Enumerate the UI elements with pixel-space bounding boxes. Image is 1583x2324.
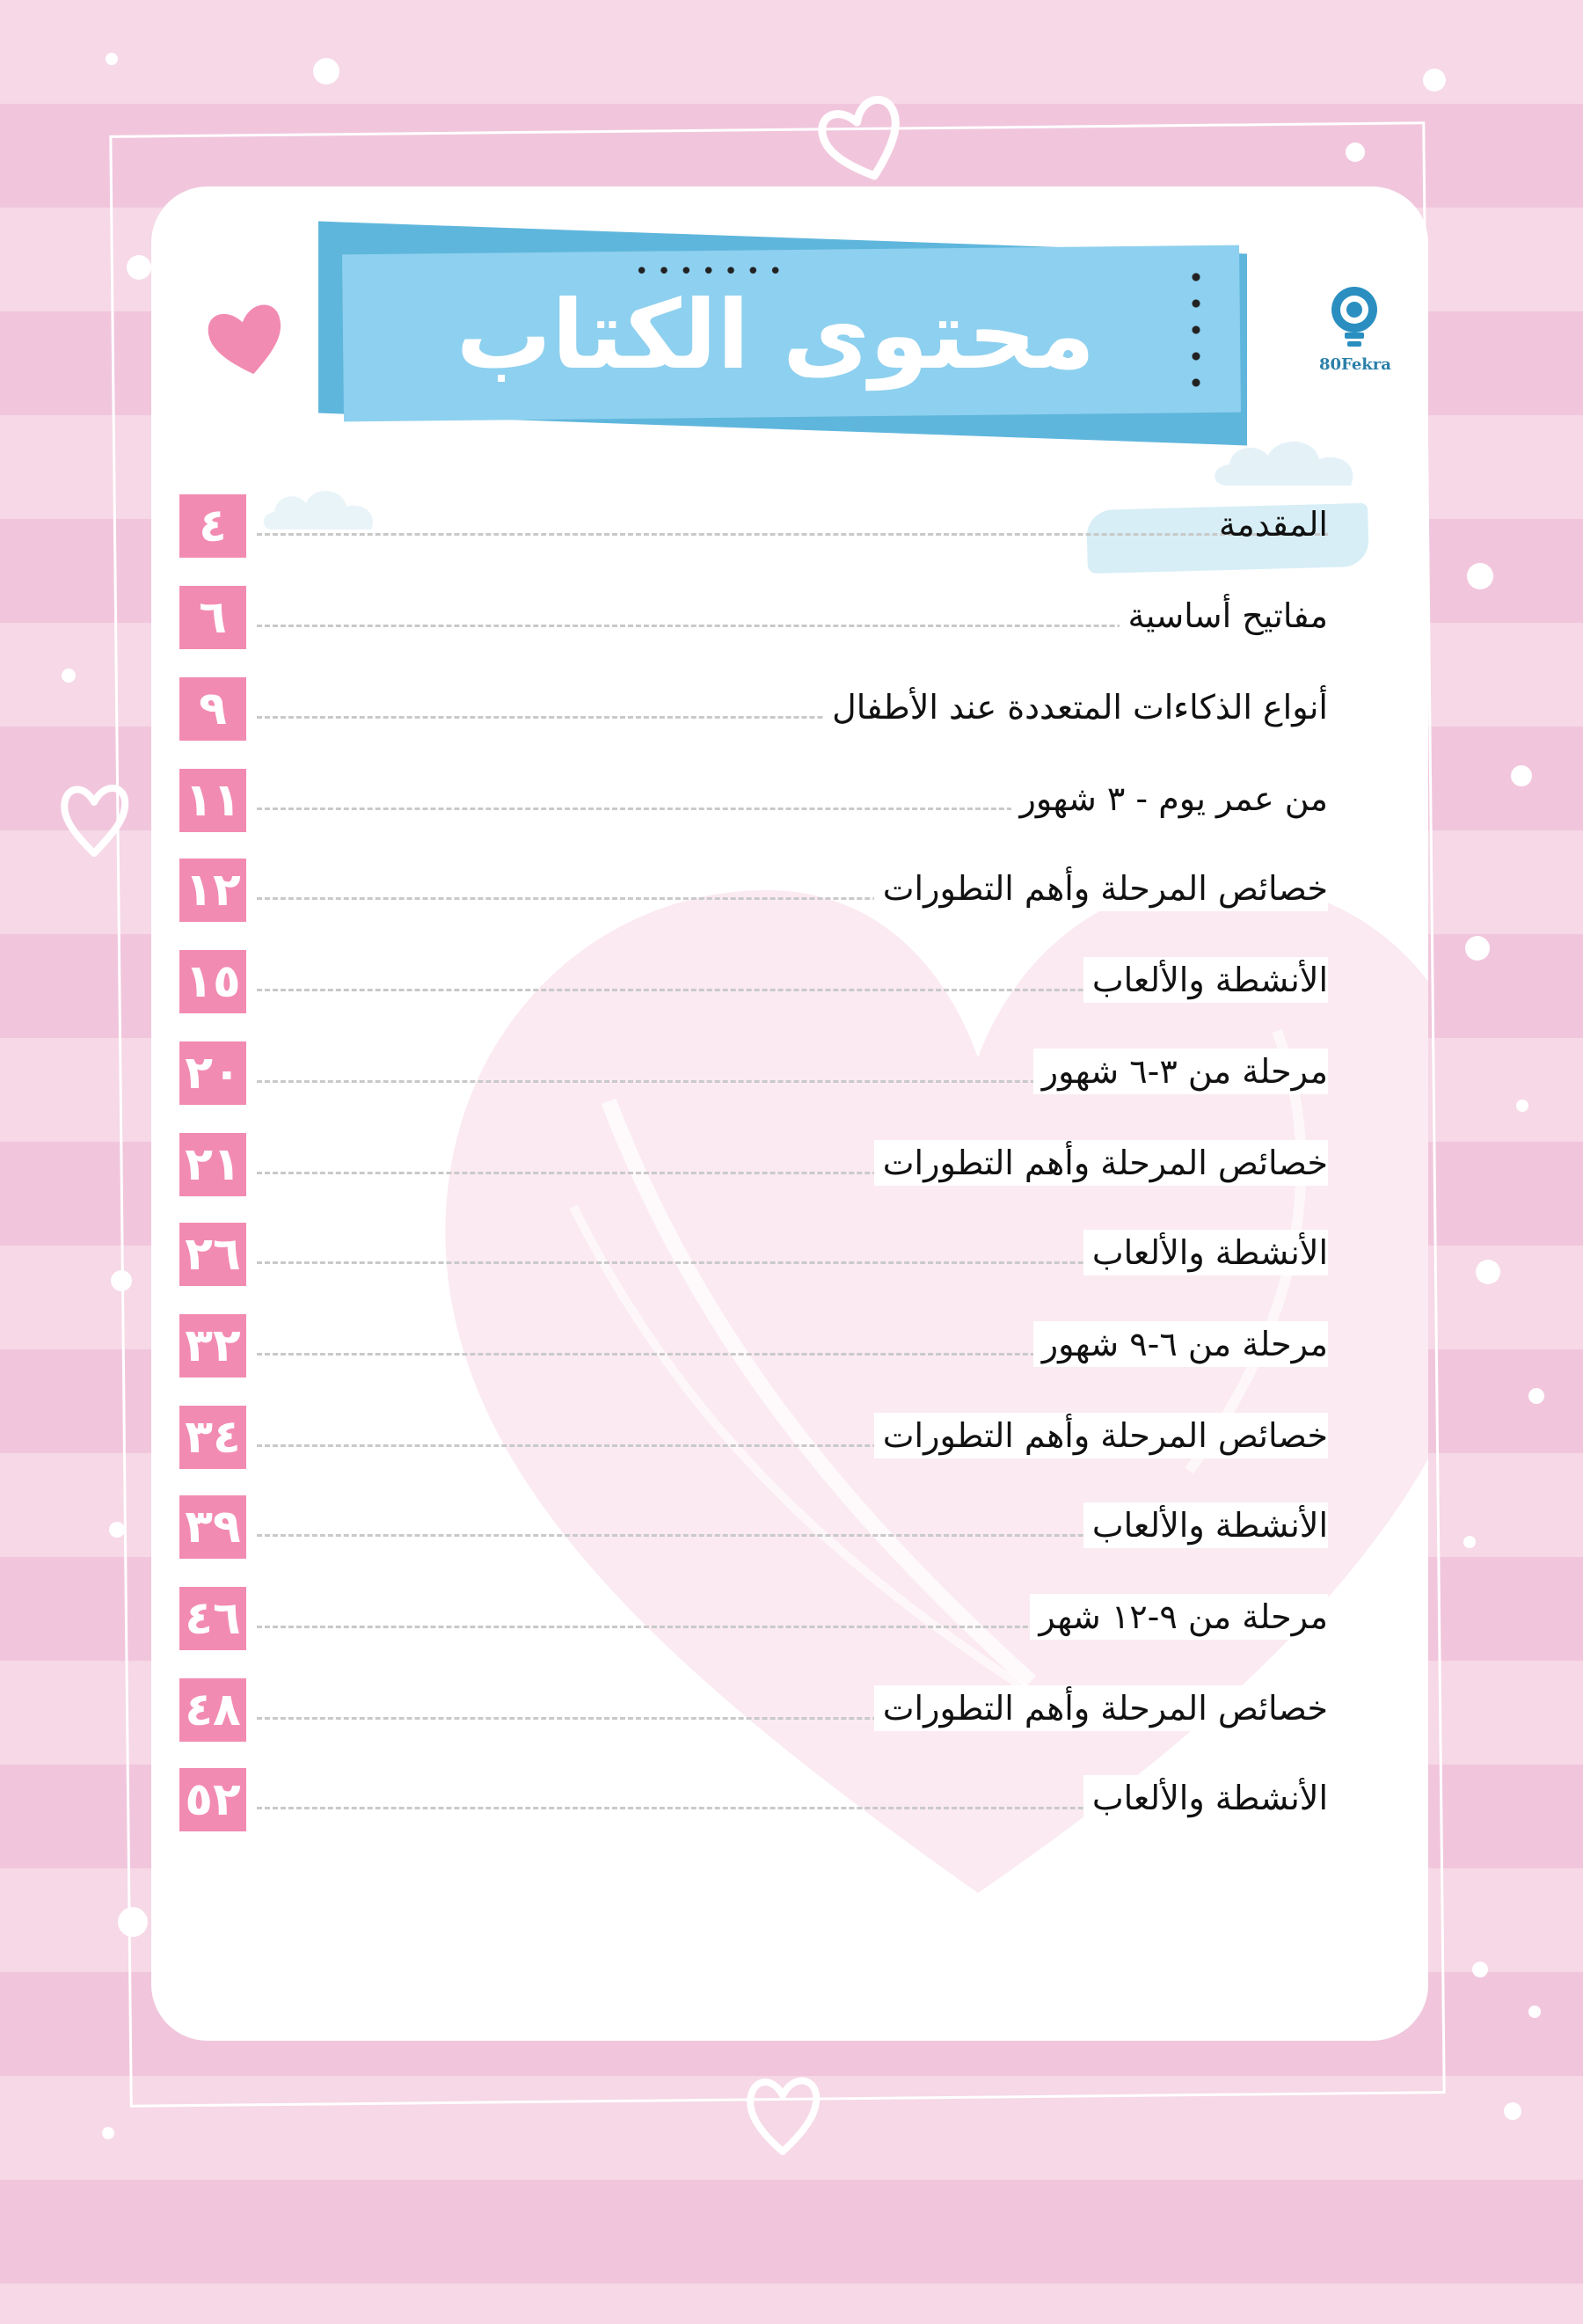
toc-entry-label: خصائص المرحلة وأهم التطورات [874,1413,1328,1458]
page-number-badge: ٩ [179,677,246,741]
toc-row[interactable] [179,1314,1328,1378]
toc-row[interactable] [179,494,1328,558]
page-number-badge: ٤٦ [179,1587,246,1650]
toc-entry-label: الأنشطة والألعاب [1083,1502,1328,1548]
page-number-badge: ١١ [179,769,246,832]
toc-row[interactable] [179,1768,1328,1831]
toc-entry-label: من عمر يوم - ٣ شهور [1011,776,1329,822]
toc-row[interactable] [179,586,1328,649]
page-number-badge: ٣٤ [179,1406,246,1469]
page-number-badge: ٢٠ [179,1041,246,1105]
page-number-badge: ٦ [179,586,246,649]
toc-row[interactable] [179,1495,1328,1559]
page-number-badge: ٢٦ [179,1223,246,1286]
toc-entry-label: الأنشطة والألعاب [1083,1775,1328,1821]
toc-entry-label: مرحلة من ٣-٦ شهور [1033,1049,1328,1094]
toc-row[interactable] [179,1406,1328,1469]
dotted-leader [257,533,1328,536]
toc-row[interactable] [179,950,1328,1013]
banner-dots: ••••••• [635,259,792,285]
page-number-badge: ٣٢ [179,1314,246,1378]
heart-icon [202,296,290,384]
publisher-logo [1319,283,1390,374]
page-number-badge: ١٥ [179,950,246,1013]
lightbulb-logo-icon [1324,283,1385,352]
page-number-badge: ٤ [179,494,246,558]
page-number-badge: ١٢ [179,859,246,922]
logo-text: 80Fekra [1319,355,1391,374]
toc-entry-label: مرحلة من ٩-١٢ شهر [1030,1594,1328,1640]
toc-entry-label: خصائص المرحلة وأهم التطورات [874,866,1328,911]
toc-row[interactable] [179,1223,1328,1286]
toc-row[interactable] [179,1041,1328,1105]
toc-row[interactable] [179,1678,1328,1742]
toc-entry-label: المقدمة [1218,505,1328,544]
page-title: محتوى الكتاب [456,281,1096,391]
toc-entry-label: أنواع الذكاءات المتعددة عند الأطفال [823,684,1328,730]
page-number-badge: ٣٩ [179,1495,246,1559]
cloud-icon [1210,433,1368,494]
toc-row[interactable] [179,769,1328,832]
page-number-badge: ٤٨ [179,1678,246,1742]
toc-entry-label: الأنشطة والألعاب [1083,957,1328,1003]
toc-row[interactable] [179,1587,1328,1650]
toc-entry-label: مفاتيح أساسية [1120,593,1328,639]
toc-row[interactable] [179,677,1328,741]
page-number-badge: ٥٢ [179,1768,246,1831]
toc-entry-label: خصائص المرحلة وأهم التطورات [874,1685,1328,1731]
toc-row[interactable] [179,1133,1328,1196]
toc-entry-label: الأنشطة والألعاب [1083,1230,1328,1275]
toc-row[interactable] [179,859,1328,922]
page-number-badge: ٢١ [179,1133,246,1196]
toc-entry-label: مرحلة من ٦-٩ شهور [1033,1321,1328,1367]
title-banner [318,238,1247,429]
toc-entry-label: خصائص المرحلة وأهم التطورات [874,1140,1328,1186]
